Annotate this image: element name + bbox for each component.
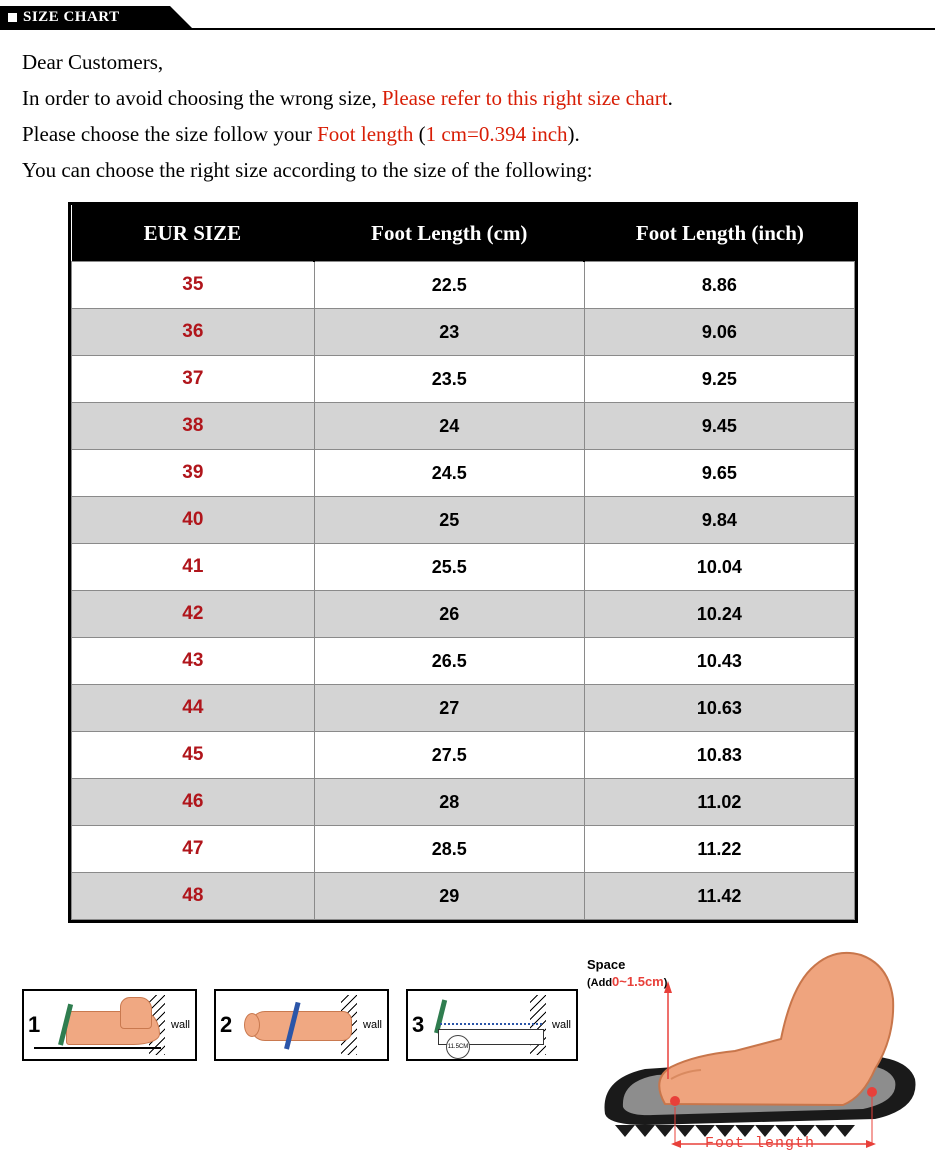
space-allowance-label — [587, 957, 667, 990]
intro-line-2-part-b: . — [667, 86, 673, 111]
space-label-value: 0~1.5cm — [612, 973, 664, 989]
cell-eur-size: 48 — [72, 873, 315, 920]
cell-foot-length-cm: 23 — [314, 309, 584, 356]
intro-line-2-part-a: In order to avoid choosing the wrong size, — [22, 86, 382, 111]
cell-foot-length-cm: 24 — [314, 403, 584, 450]
measure-step-3 — [406, 989, 578, 1061]
size-chart-banner — [0, 0, 935, 30]
filled-square-icon — [8, 13, 17, 22]
table-row — [72, 873, 855, 920]
step-1-wall-label: wall — [171, 1019, 190, 1032]
cell-foot-length-inch: 9.45 — [584, 403, 854, 450]
cell-eur-size: 36 — [72, 309, 315, 356]
cell-foot-length-inch: 9.65 — [584, 450, 854, 497]
cell-foot-length-cm: 29 — [314, 873, 584, 920]
column-header-foot-length-cm: Foot Length (cm) — [314, 205, 584, 262]
foot-in-shoe-diagram — [575, 929, 935, 1164]
banner-black-block — [0, 6, 170, 28]
intro-line-3-conversion: 1 cm=0.394 inch — [425, 122, 568, 147]
intro-line-2 — [22, 80, 935, 116]
step-2-wall-label: wall — [363, 1019, 382, 1032]
intro-line-3-part-a: Please choose the size follow your — [22, 122, 318, 147]
step-2-foot-shape — [250, 1011, 352, 1041]
intro-line-4: You can choose the right size according to the size of the following: — [22, 158, 593, 183]
cell-eur-size: 46 — [72, 779, 315, 826]
cell-foot-length-inch: 8.86 — [584, 262, 854, 309]
table-row — [72, 497, 855, 544]
step-2-number: 2 — [220, 1012, 233, 1038]
banner-slant-decoration — [170, 6, 192, 28]
cell-foot-length-cm: 28 — [314, 779, 584, 826]
foot-length-caption: Foot length — [705, 1135, 816, 1153]
cell-foot-length-cm: 25 — [314, 497, 584, 544]
step-3-wall-hatch — [530, 995, 546, 1055]
cell-foot-length-inch: 10.43 — [584, 638, 854, 685]
intro-line-3-part-c: ). — [567, 122, 580, 147]
column-header-foot-length-inch: Foot Length (inch) — [584, 205, 854, 262]
measure-step-1 — [22, 989, 197, 1061]
step-3-number: 3 — [412, 1012, 425, 1038]
table-row — [72, 356, 855, 403]
intro-text — [0, 30, 935, 188]
size-chart-table-body — [72, 262, 855, 920]
space-label-title: Space — [587, 957, 626, 973]
cell-eur-size: 38 — [72, 403, 315, 450]
measuring-instructions-illustration — [0, 929, 935, 1164]
cell-foot-length-inch: 10.04 — [584, 544, 854, 591]
table-row — [72, 779, 855, 826]
step-3-measure-dots — [440, 1023, 542, 1025]
cell-foot-length-cm: 27.5 — [314, 732, 584, 779]
cell-foot-length-inch: 10.83 — [584, 732, 854, 779]
step-3-wall-label: wall — [552, 1019, 571, 1032]
cell-eur-size: 41 — [72, 544, 315, 591]
table-header-row — [72, 205, 855, 262]
cell-foot-length-cm: 22.5 — [314, 262, 584, 309]
cell-eur-size: 35 — [72, 262, 315, 309]
cell-eur-size: 44 — [72, 685, 315, 732]
table-row — [72, 685, 855, 732]
table-row — [72, 309, 855, 356]
step-1-number: 1 — [28, 1012, 41, 1038]
cell-foot-length-cm: 25.5 — [314, 544, 584, 591]
cell-foot-length-cm: 24.5 — [314, 450, 584, 497]
table-row — [72, 591, 855, 638]
cell-eur-size: 39 — [72, 450, 315, 497]
cell-foot-length-inch: 10.24 — [584, 591, 854, 638]
table-row — [72, 544, 855, 591]
cell-foot-length-inch: 11.02 — [584, 779, 854, 826]
cell-eur-size: 43 — [72, 638, 315, 685]
banner-rule — [0, 28, 935, 30]
cell-foot-length-inch: 11.42 — [584, 873, 854, 920]
cell-foot-length-cm: 23.5 — [314, 356, 584, 403]
cell-foot-length-inch: 9.25 — [584, 356, 854, 403]
cell-eur-size: 40 — [72, 497, 315, 544]
cell-eur-size: 37 — [72, 356, 315, 403]
step-1-baseline — [34, 1047, 161, 1049]
measure-step-2 — [214, 989, 389, 1061]
size-chart-table — [71, 205, 855, 920]
cell-foot-length-inch: 9.06 — [584, 309, 854, 356]
table-row — [72, 826, 855, 873]
cell-eur-size: 42 — [72, 591, 315, 638]
table-row — [72, 732, 855, 779]
cell-eur-size: 47 — [72, 826, 315, 873]
intro-line-2-highlight: Please refer to this right size chart — [381, 86, 668, 111]
table-row — [72, 638, 855, 685]
intro-line-3-part-b: ( — [413, 122, 426, 147]
space-label-prefix: (Add — [587, 976, 613, 989]
step-1-ankle-shape — [120, 997, 152, 1029]
cell-foot-length-cm: 26 — [314, 591, 584, 638]
banner-title: SIZE CHART — [23, 8, 120, 25]
space-label-suffix: ) — [663, 976, 668, 989]
cell-foot-length-cm: 26.5 — [314, 638, 584, 685]
cell-foot-length-cm: 27 — [314, 685, 584, 732]
cell-foot-length-inch: 11.22 — [584, 826, 854, 873]
cell-foot-length-cm: 28.5 — [314, 826, 584, 873]
size-chart-table-head — [72, 205, 855, 262]
step-3-measure-value: 11.5CM — [446, 1035, 470, 1059]
table-row — [72, 450, 855, 497]
intro-line-3-highlight: Foot length — [317, 122, 414, 147]
table-row — [72, 262, 855, 309]
cell-foot-length-inch: 9.84 — [584, 497, 854, 544]
table-row — [72, 403, 855, 450]
intro-line-3 — [22, 116, 935, 152]
intro-line-1: Dear Customers, — [22, 50, 164, 74]
column-header-eur-size: EUR SIZE — [72, 205, 315, 262]
cell-foot-length-inch: 10.63 — [584, 685, 854, 732]
size-chart-table-wrapper — [68, 202, 858, 923]
cell-eur-size: 45 — [72, 732, 315, 779]
